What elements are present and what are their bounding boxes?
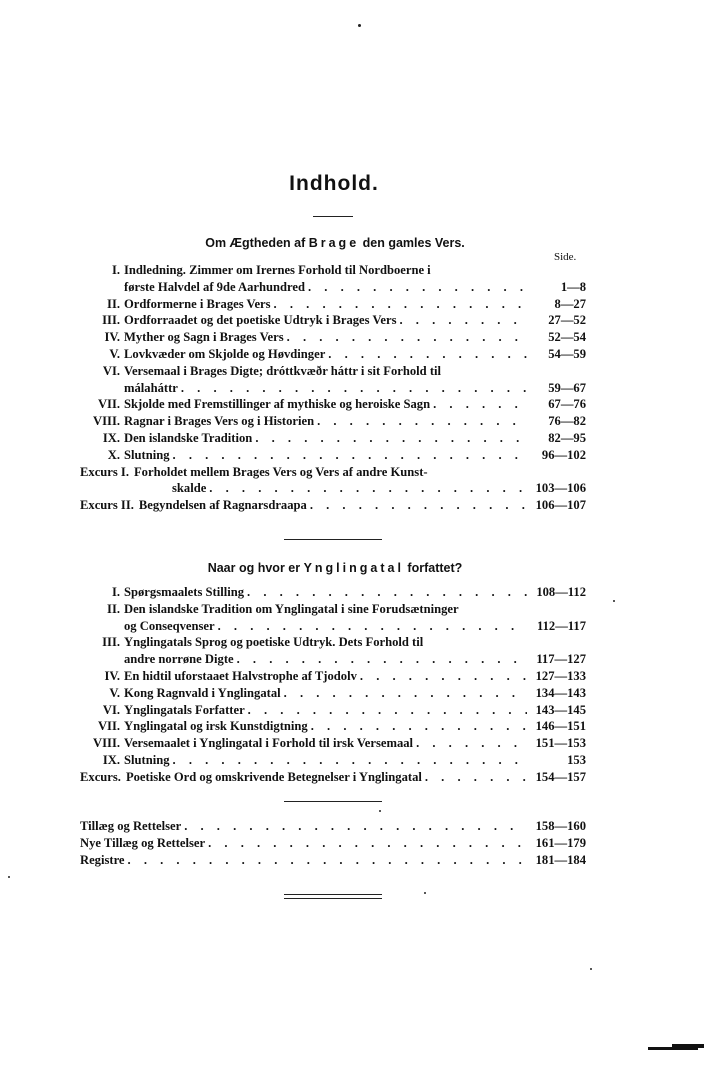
section-divider-rule <box>284 539 382 540</box>
title-rule <box>313 216 353 217</box>
toc-row <box>80 363 586 380</box>
toc-entry-number: I. <box>111 263 120 277</box>
toc-leader-dots <box>218 618 527 635</box>
toc-leader-dots <box>181 380 527 397</box>
toc-row <box>80 735 586 752</box>
toc-entry-title: Indledning. Zimmer om Irernes Forhold til Nordboerne i <box>124 263 431 277</box>
toc-row <box>80 668 586 685</box>
toc-entry-title: Ynglingatal og irsk Kunstdigtning <box>124 719 308 734</box>
toc-page-range: 67—76 <box>548 397 586 412</box>
toc-row <box>80 634 586 651</box>
toc-row <box>80 464 586 481</box>
toc-entry-number: I. <box>111 585 120 599</box>
toc-entry-title: En hidtil uforstaaet Halvstrophe af Tjodolv <box>124 668 357 683</box>
toc-entry-title: Kong Ragnvald i Ynglingatal <box>124 685 281 700</box>
toc-leader-dots <box>287 329 527 346</box>
toc-entry-number: V. <box>109 346 120 361</box>
toc-leader-dots <box>433 396 527 413</box>
toc-entry-title: Ynglingatals Forfatter <box>124 702 245 717</box>
appendix-page-range: 161—179 <box>535 835 586 850</box>
toc-entry-number: IV. <box>104 330 120 345</box>
toc-entry-title: Ynglingatals Sprog og poetiske Udtryk. Dets Forhold til <box>124 635 424 650</box>
toc-row <box>80 396 586 413</box>
appendix-page-range: 181—184 <box>535 852 586 867</box>
toc-row <box>80 480 586 497</box>
appendix-divider-rule <box>284 801 382 802</box>
print-speck <box>8 876 10 878</box>
toc-leader-dots <box>317 413 527 430</box>
toc-entry-number: III. <box>102 635 120 650</box>
toc-row <box>80 279 586 296</box>
toc-page-range: 54—59 <box>548 346 586 361</box>
toc-page-range: 1—8 <box>560 279 586 294</box>
toc-entry-title: Lovkvæder om Skjolde og Høvdinger <box>124 346 326 361</box>
toc-entry-number: III. <box>102 313 120 328</box>
toc-row <box>80 380 586 397</box>
toc-page-range: 82—95 <box>548 430 586 445</box>
appendix-title: Nye Tillæg og Rettelser <box>80 835 206 850</box>
appendix-title: Tillæg og Rettelser <box>80 819 182 833</box>
toc-row <box>80 702 586 719</box>
toc-leader-dots <box>274 296 527 313</box>
toc-page-range: 146—151 <box>535 719 586 734</box>
toc-entry-title: Forholdet mellem Brages Vers og Vers af andre Kunst- <box>133 464 428 479</box>
toc-row <box>80 618 586 635</box>
toc-entry-title: Ordforraadet og det poetiske Udtryk i Brages Vers <box>124 313 397 328</box>
closing-double-rule-top <box>284 894 382 895</box>
toc-page-range: 154—157 <box>535 769 586 784</box>
section1-heading-prefix: Om Ægtheden af <box>205 236 309 250</box>
toc-leader-dots <box>208 835 527 852</box>
side-column-label: Side. <box>554 251 577 263</box>
print-speck <box>590 968 592 970</box>
toc-entry-title: Skjolde med Fremstillinger af mythiske og heroiske Sagn <box>124 397 431 412</box>
toc-entry-number: Excurs II. <box>80 498 134 513</box>
toc-leader-dots <box>425 769 527 786</box>
toc-entry-number: VIII. <box>93 736 120 751</box>
toc-leader-dots <box>308 279 527 296</box>
toc-row <box>80 329 586 346</box>
toc-entry-title: Versemaal i Brages Digte; dróttkvæðr háttr i sit Forhold til <box>124 363 442 378</box>
toc-leader-dots <box>416 735 527 752</box>
toc-leader-dots <box>311 718 527 735</box>
toc-page-range: 96—102 <box>541 447 586 462</box>
toc-leader-dots <box>328 346 527 363</box>
toc-entry-number: V. <box>109 685 120 700</box>
toc-leader-dots <box>255 430 527 447</box>
toc-entry-number: VII. <box>97 719 120 734</box>
toc-page-range: 106—107 <box>535 498 586 513</box>
toc-page-range: 151—153 <box>535 736 586 751</box>
toc-row <box>80 413 586 430</box>
toc-row <box>80 312 586 329</box>
toc-page-range: 27—52 <box>548 313 586 328</box>
toc-leader-dots <box>360 668 527 685</box>
section2-heading-spaced: Ynglingatal <box>303 561 404 575</box>
toc-page-range: 108—112 <box>536 585 586 599</box>
toc-entry-title: Ordformerne i Brages Vers <box>124 296 271 311</box>
toc-entry-title: og Conseqvenser <box>124 618 215 633</box>
toc-leader-dots <box>284 685 527 702</box>
toc-row <box>80 685 586 702</box>
print-speck <box>379 810 381 812</box>
section1-heading-spaced: Brage <box>308 236 360 250</box>
toc-entry-number: IX. <box>102 752 120 767</box>
appendix-row <box>80 835 586 852</box>
section1-heading <box>80 236 590 250</box>
toc-entry-number: VI. <box>102 363 120 378</box>
toc-leader-dots <box>248 702 527 719</box>
toc-row <box>80 447 586 464</box>
toc-entry-number: II. <box>107 601 120 616</box>
toc-page-range: 8—27 <box>554 296 586 311</box>
toc-row <box>80 584 586 601</box>
appendix-title: Registre <box>80 852 125 867</box>
section2-heading <box>80 561 590 575</box>
toc-page-range: 117—127 <box>536 652 586 667</box>
toc-entry-number: IX. <box>102 430 120 445</box>
appendix-entries <box>80 818 586 868</box>
section2-heading-suffix: forfattet? <box>403 561 463 575</box>
toc-entry-number: VIII. <box>93 414 120 429</box>
toc-entry-number: X. <box>107 447 120 462</box>
toc-entry-title: andre norrøne Digte <box>124 652 234 667</box>
toc-leader-dots <box>247 584 527 601</box>
toc-entry-number: VII. <box>97 397 120 412</box>
toc-page-range: 52—54 <box>548 330 586 345</box>
section2-entries <box>80 584 586 786</box>
toc-row <box>80 296 586 313</box>
appendix-page-range: 158—160 <box>535 819 586 833</box>
toc-row <box>80 346 586 363</box>
toc-entry-number: IV. <box>104 668 120 683</box>
page-title: Indhold. <box>289 172 379 195</box>
print-speck <box>358 24 361 27</box>
toc-page-range: 76—82 <box>548 414 586 429</box>
toc-page-range: 112—117 <box>537 618 586 633</box>
print-speck <box>613 600 615 602</box>
toc-row <box>80 769 586 786</box>
toc-entry-title: Myther og Sagn i Brages Vers <box>124 330 284 345</box>
toc-row <box>80 430 586 447</box>
toc-entry-title: Ragnar i Brages Vers og i Historien <box>124 414 315 429</box>
toc-leader-dots <box>173 752 527 769</box>
toc-row <box>80 718 586 735</box>
toc-page-range: 143—145 <box>535 702 586 717</box>
toc-entry-number: II. <box>107 296 120 311</box>
toc-row <box>80 601 586 618</box>
toc-leader-dots <box>128 852 527 869</box>
section2-heading-prefix: Naar og hvor er <box>207 561 304 575</box>
toc-entry-title: Begyndelsen af Ragnarsdraapa <box>138 498 307 513</box>
toc-page-range: 134—143 <box>535 685 586 700</box>
toc-page-range: 153 <box>567 752 586 767</box>
toc-leader-dots <box>400 312 528 329</box>
toc-leader-dots <box>173 447 527 464</box>
toc-entry-title: første Halvdel af 9de Aarhundred <box>124 279 305 294</box>
toc-row <box>80 262 586 279</box>
toc-entry-number: Excurs. <box>80 769 121 784</box>
toc-leader-dots <box>184 818 527 835</box>
toc-leader-dots <box>209 480 527 497</box>
print-speck <box>424 892 426 894</box>
toc-entry-title: Den islandske Tradition <box>124 430 253 445</box>
toc-entry-title: Poetiske Ord og omskrivende Betegnelser i Ynglingatal <box>125 769 422 784</box>
toc-entry-number: VI. <box>102 702 120 717</box>
scan-edge-mark <box>672 1044 704 1048</box>
toc-entry-title: Versemaalet i Ynglingatal i Forhold til irsk Versemaal <box>124 736 414 751</box>
toc-leader-dots <box>237 651 527 668</box>
toc-entry-title: Slutning <box>124 752 170 767</box>
appendix-row <box>80 852 586 869</box>
toc-row <box>80 752 586 769</box>
toc-row <box>80 497 586 514</box>
toc-entry-title: Den islandske Tradition om Ynglingatal i sine Forudsætninger <box>124 601 459 616</box>
toc-page-range: 59—67 <box>548 380 586 395</box>
closing-double-rule-bottom <box>284 898 382 899</box>
toc-leader-dots <box>310 497 527 514</box>
toc-page-range: 127—133 <box>535 668 586 683</box>
toc-entry-title: Slutning <box>124 447 170 462</box>
section1-entries <box>80 262 586 514</box>
toc-entry-number: Excurs I. <box>80 464 129 479</box>
toc-entry-title: málaháttr <box>124 380 178 395</box>
toc-entry-title: skalde <box>172 481 207 496</box>
toc-row <box>80 651 586 668</box>
section1-heading-suffix: den gamles Vers. <box>359 236 465 250</box>
toc-entry-title: Spørgsmaalets Stilling <box>124 585 245 599</box>
toc-page-range: 103—106 <box>535 481 586 496</box>
appendix-row <box>80 818 586 835</box>
